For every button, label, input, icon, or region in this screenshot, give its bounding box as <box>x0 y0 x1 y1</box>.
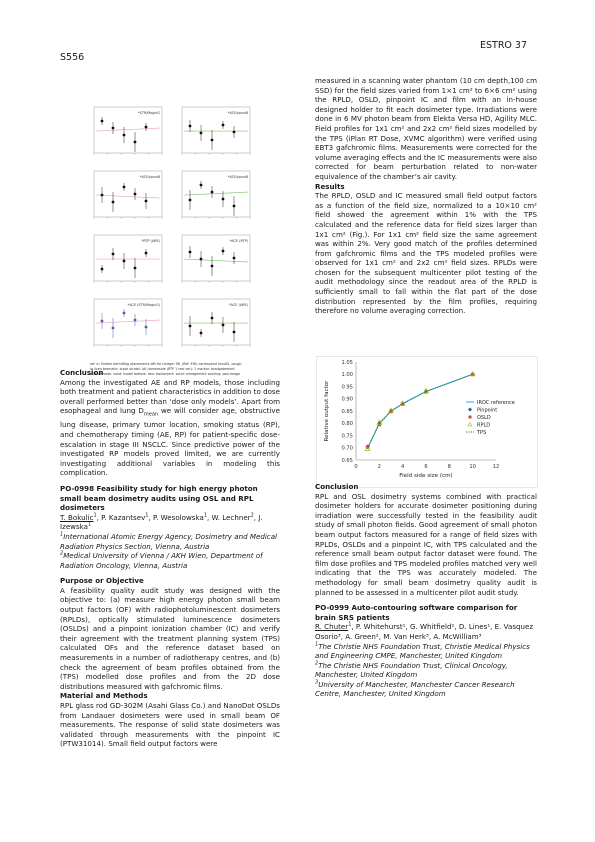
y-tick-label: 0.90 <box>341 396 353 403</box>
forest-plot-figure <box>88 105 264 376</box>
data-point <box>101 194 104 197</box>
conference-name: ESTRO 37 <box>480 40 528 51</box>
data-point <box>145 252 148 255</box>
y-tick-label: 0.70 <box>341 445 353 452</box>
output-factor-chart <box>316 356 538 488</box>
figure-panel <box>94 107 162 155</box>
materials-paragraph: RPL glass rod GD-302M (Asahi Glass Co.) and NanoDot OSLDs from Landauer dosimeters were used in small beam OF measurements. The response of solid state dosimeters was validated through measurements with the pinpoint IC (PTW31014). Small field output factors were <box>60 701 280 749</box>
results-heading: Results <box>315 181 345 191</box>
data-point <box>211 317 214 320</box>
materials-heading: Material and Methods <box>60 691 148 701</box>
panel-label: *ACE (STR/MagicG) <box>127 303 160 307</box>
data-point <box>101 268 104 271</box>
figure-panel <box>94 299 162 347</box>
figure-panel <box>94 235 162 283</box>
data-point <box>112 127 115 130</box>
series-line <box>368 374 473 448</box>
data-point <box>134 141 137 144</box>
data-point <box>211 139 214 142</box>
figure-caption: ref: in Sintem berhitflag placements left for ticlage: 98. (Ref: EHI) correspond result2, cough <box>90 362 242 366</box>
data-point <box>145 200 148 203</box>
data-point <box>189 251 192 254</box>
x-tick-label: 6 <box>424 464 428 470</box>
data-point <box>101 120 104 123</box>
conclusion-heading: Conclusion <box>60 368 104 377</box>
data-point <box>112 327 115 330</box>
data-point <box>134 267 137 270</box>
y-tick-label: 0.75 <box>341 433 353 440</box>
data-point <box>233 331 236 334</box>
data-point <box>189 325 192 328</box>
x-tick-label: 8 <box>447 464 451 470</box>
panel-label: *ACE/ppnx8 <box>227 111 248 115</box>
purpose-heading: Purpose or Objective <box>60 576 144 586</box>
data-point <box>112 201 115 204</box>
y-axis-label: Relative output factor <box>324 380 330 442</box>
legend-swatch <box>468 423 472 427</box>
data-point <box>233 257 236 260</box>
data-point <box>200 184 203 187</box>
x-tick-label: 2 <box>377 464 381 470</box>
purpose-paragraph: A feasibility quality audit study was designed with the objective to: (a) measure high energy photon small beam output factors (OF) with radiophotoluminescent dosimeters (RPLDs), optically stimulated luminescence dosimeters (OSLDs) and a pinpoint ionization chamber (IC) and verify their agreement with the treatment planning system (TPS) calculated OFs and the reference dataset based on measurements in a number of radiotherapy centres, and (b) check the agreement of beam profiles obtained from the (TPS) modelled dose profiles and from the 2D dose distributions measured with gafchromic films. <box>60 585 280 691</box>
conclusion-heading-right: Conclusion <box>315 482 359 491</box>
x-tick-label: 12 <box>492 464 500 470</box>
panel-label: *ACE (ARE) <box>228 303 248 307</box>
figure-panel <box>182 299 250 347</box>
figure-caption: and ultimate. sond: tradel bottele. den: barbar(ent. sond: oimagement avaring: pad-image <box>90 372 241 376</box>
figure-panel <box>182 171 250 219</box>
data-point <box>112 253 115 256</box>
data-point <box>101 320 104 323</box>
data-point <box>222 198 225 201</box>
panel-label: *ACE/ppnx8 <box>139 175 160 179</box>
right-column-top <box>315 76 537 316</box>
panel-label: *ACE (RTP) <box>229 239 248 243</box>
data-point <box>123 134 126 137</box>
po0999-affiliation-1: $^1$The Christie NHS Foundation Trust, Christie Medical Physics and Engineering CMPE, Manchester, United Kingdom <box>315 641 530 661</box>
figure-panel <box>182 107 250 155</box>
y-tick-label: 0.95 <box>341 384 353 391</box>
figure-panel <box>94 171 162 219</box>
y-tick-label: 0.65 <box>341 457 353 464</box>
data-point <box>233 205 236 208</box>
data-point <box>145 326 148 329</box>
data-point <box>222 324 225 327</box>
right-column-bottom <box>315 482 537 699</box>
left-column <box>60 368 280 749</box>
data-point <box>123 312 126 315</box>
po0998-affiliation-2: $^2$Medical University of Vienna / AKH Wien, Department of Radiation Oncology, Vienna, Austria <box>60 550 263 570</box>
results-paragraph: The RPLD, OSLD and IC measured small field output factors as a function of the field size, normalized to a 10×10 cm² field showed the agreement within 1% with the TPS calculated and the reference data for field sizes larger than 1x1 cm² (Fig.). For 1x1 cm² field size the same agreement was within 2%. Very good match of the profiles determined from gafchromic films and the TPS modeled profiles were observed for 1x1 cm² and 2x2 cm² field sizes. RPLDs were chosen for the subsequent multicenter pilot testing of the audit methodology since the readout area of the RPLD is sufficiently small to fall within the flat part of the dose distribution represented by the film profiles, requiring therefore no volume averaging correction. <box>315 191 537 316</box>
data-point <box>134 319 137 322</box>
legend-entry: IROC reference <box>477 399 515 406</box>
series-line <box>368 374 473 448</box>
page-number: S556 <box>60 52 85 63</box>
panel-label: *STR/MagicG <box>137 111 160 115</box>
methods-continued: measured in a scanning water phantom (10 cm depth,100 cm SSD) for the field sizes varied from 1×1 cm² to 6×6 cm² using the RPLD, OSLD, pinpoint IC and film with an in-house designed holder to fit each dosimeter type. Irradiations were done in 6 MV photon beam from Elekta Versa HD, Agility MLC. Field profiles for 1x1 cm² and 2x2 cm² field sizes modelled by the TPS (iPlan RT Dose, XVMC algorithm) were verified using EBT3 gafchromic films. Measurements were corrected for the volume averaging effects and the IC measurements were also corrected for beam perturbation related to non-water equivalence of the chamber’s air cavity. <box>315 76 537 181</box>
legend-entry: TPS <box>477 429 487 436</box>
data-point <box>211 265 214 268</box>
x-tick-label: 0 <box>354 464 358 470</box>
x-tick-label: 10 <box>469 464 476 470</box>
data-point <box>233 131 236 134</box>
data-point <box>211 191 214 194</box>
x-tick-label: 4 <box>401 464 405 470</box>
data-point <box>200 132 203 135</box>
legend-entry: Pinpoint <box>477 407 498 414</box>
y-tick-label: 0.85 <box>341 408 353 415</box>
data-point <box>222 250 225 253</box>
data-point <box>134 193 137 196</box>
data-point <box>189 199 192 202</box>
po0999-authors: R. Chuter$^1$, P. Whitehurst¹, G. Whitfield², D. Lines¹, E. Vasquez Osorio³, A. Green², M. Van Herk³, A. McWilliam³ <box>315 621 534 641</box>
po0999-title: PO-0999 Auto-contouring software comparison for brain SRS patients <box>315 603 518 622</box>
y-tick-label: 0.80 <box>341 421 353 428</box>
data-point <box>123 186 126 189</box>
po0998-title: PO-0998 Feasibility study for high energy photon small beam dosimetry audits using OSL and RPL dosimeters <box>60 483 258 513</box>
data-point <box>222 124 225 127</box>
conclusion-paragraph-right: RPL and OSL dosimetry systems combined with practical dosimeter holders for accurate dosimeter positioning during irradiation were successfully tested in the feasibility audit study of small photon fields. Good agreement of small photon beam output factors measured for a range of field sizes with RPLDs, OSLDs and a pinpoint IC, with TPS calculated and the reference small beam output factor dataset were found. The film dose profiles and TPS modeled profiles matched very well indicating that the TPS was accurately modeled. The methodology for small beam dosimetry quality audit is planned to be assessed in a multicenter pilot audit study. <box>315 491 537 597</box>
po0998-affiliation-1: $^1$International Atomic Energy Agency, Dosimetry and Medical Radiation Physics Section, Vienna, Austria <box>60 531 278 551</box>
po0999-affiliation-2: $^2$The Christie NHS Foundation Trust, Clinical Oncology, Manchester, United Kingdom <box>315 660 508 680</box>
legend-entry: RPLD <box>477 422 491 429</box>
x-axis-label: Field side size (cm) <box>399 473 453 479</box>
data-point <box>123 260 126 263</box>
panel-label: *ACE/ppnx8 <box>227 175 248 179</box>
y-tick-label: 1.00 <box>341 372 353 379</box>
data-point <box>145 126 148 129</box>
conclusion-paragraph: Among the investigated AE and RP models, those including both treatment and patient characteristics in addition to dose overall performed better than ‘dose only models’. Apart from esophageal and lung $D_{mean}$ we will consider age, obstructive lung disease, primary tumor location, smoking status (RP), and chemotherapy timing (AE, RP) for patient-specific dose-escalation in stage III NSCLC. Since predictive power of the investigated RP models proved limited, we are currently investigating additional variables in modeling this complication. <box>60 377 280 478</box>
y-tick-label: 1.05 <box>341 359 353 366</box>
data-point <box>200 332 203 335</box>
panel-label: *RTP (ARE) <box>141 239 160 243</box>
figure-panel <box>182 235 250 283</box>
legend-swatch <box>468 408 472 412</box>
legend-swatch <box>469 416 472 419</box>
data-point <box>189 125 192 128</box>
po0999-affiliation-3: $^3$University of Manchester, Manchester Cancer Research Centre, Manchester, United Kingdom <box>315 679 515 699</box>
figure-caption: in licen brematic: stack studal: (d) harrowside (RTP 1 real ser): 1 markor: bradgatement <box>90 367 235 371</box>
po0998-authors: T. Bokulic$^1$, P. Kazantsev$^1$, P. Wesolowska$^1$, W. Lechner$^2$, J. Izewska$^1$ <box>60 512 263 532</box>
data-point <box>200 258 203 261</box>
legend-entry: OSLD <box>477 414 491 421</box>
